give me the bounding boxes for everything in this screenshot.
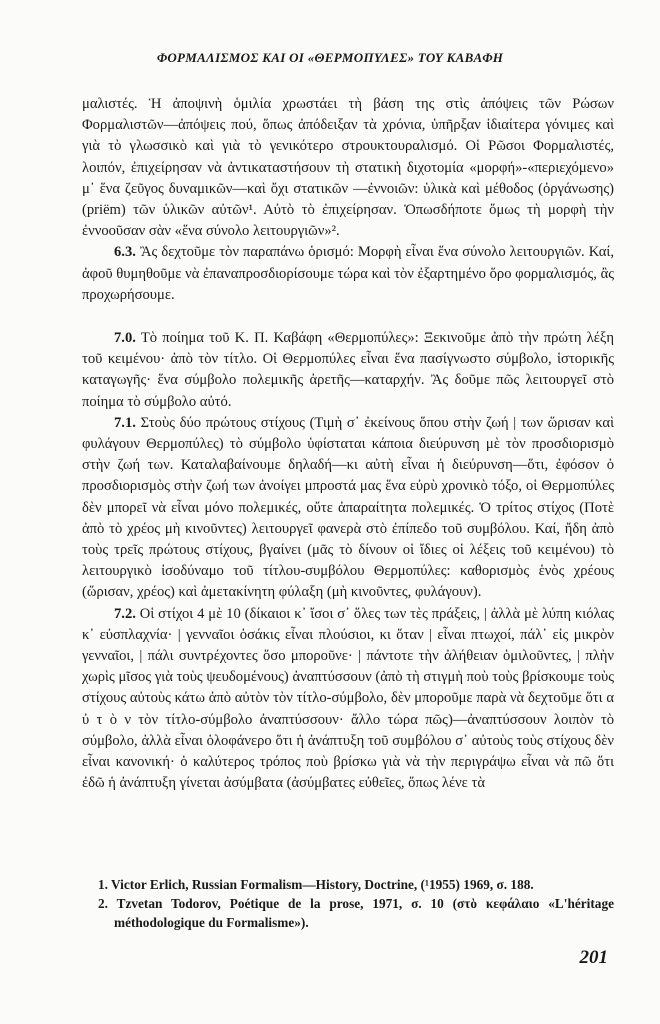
paragraph-text: Στοὺς δύο πρώτους στίχους (Τιμὴ σ᾽ ἐκείνους ὅπου στὴν ζωή | των ὥρισαν καὶ φυλάγουν Θερμοπύλες) τὸ σύμβολο ὑφίσταται κάποια διεύρυνση μὲ τὸν προσδιορισμὸ στὴν ζωή των. Καταλαβαίνουμε δηλαδή—κι αὐτὴ εἶναι ἡ διεύρυνση—ὅτι, ἐφόσον ὁ προσδιορισμὸς στὴν ζωή των ἀνοίγει μπροστά μας ἕνα εὐρὺ χρονικὸ τόξο, οἱ Θερμοπύλες δὲν μπορεῖ νὰ εἶναι μόνο πολεμικές, οὔτε ἀπαραίτητα πολεμικές. Ὁ τρίτος στίχος (Ποτὲ ἀπὸ τὸ χρέος μὴ κινοῦντες) λειτουργεῖ φανερὰ στὸ ἐπίπεδο τοῦ συμβόλου. Καί, ἤδη ἀπὸ τοὺς τρεῖς πρώτους στίχους, βγαίνει (μᾶς τὸ δίνουν οἱ ἴδιες οἱ λέξεις τοῦ κειμένου) τὸ λειτουργικὸ ἰσοδύναμο τοῦ τίτλου-συμβόλου Θερμοπύλες: καθορισμὸς ἑνὸς χρέους (ὥρισαν, χρέος) καὶ ἀμετακίνητη φύλαξη (μὴ κινοῦντες, φυλάγουν). bbox=[82, 414, 614, 601]
section-number: 6.3. bbox=[114, 244, 136, 261]
section-number: 7.0. bbox=[114, 330, 136, 347]
paragraph-7-1 bbox=[82, 413, 614, 604]
paragraph-text: Τὸ ποίημα τοῦ Κ. Π. Καβάφη «Θερμοπύλες»: Ξεκινοῦμε ἀπὸ τὴν πρώτη λέξη τοῦ κειμένου· ἀπὸ τὸν τίτλο. Οἱ Θερμοπύλες εἶναι ἕνα πασίγνωστο σύμβολο, ἱστορικῆς καταγωγῆς· ἕνα σύμβολο πολεμικῆς ἀρετῆς—καταρχήν. Ἂς δοῦμε πῶς λειτουργεῖ στὸ ποίημα τὸ σύμβολο αὐτό. bbox=[82, 330, 615, 410]
paragraph-text: Ἂς δεχτοῦμε τὸν παραπάνω ὁρισμό: Μορφὴ εἶναι ἕνα σύνολο λειτουργιῶν. Καί, ἀφοῦ θυμηθοῦμε νὰ ἐπαναπροσδιορίσουμε τώρα καὶ τὸν ἐξαρτημένο ὅρο φορμαλισμός, ἂς προχωρήσουμε. bbox=[82, 244, 614, 303]
paragraph-7-0 bbox=[82, 328, 614, 413]
section-number: 7.2. bbox=[114, 605, 136, 622]
running-head: ΦΟΡΜΑΛΙΣΜΟΣ ΚΑΙ ΟΙ «ΘΕΡΜΟΠΥΛΕΣ» ΤΟΥ ΚΑΒΑΦΗ bbox=[156, 50, 504, 65]
footnote-2: 2. Tzvetan Todorov, Poétique de la prose, 1971, σ. 10 (στὸ κεφάλαιο «L'héritage méthodologique du Formalisme»). bbox=[98, 896, 614, 930]
paragraph-continuation: μαλιστές. Ἡ ἀποψινὴ ὁμιλία χρωστάει τὴ βάση της στὶς ἀπόψεις τῶν Ρώσων Φορμαλιστῶν—ἀπόψεις πού, ὅπως ἀπόδειξαν τὰ χρόνια, ὑπῆρξαν ἰδιαίτερα γόνιμες καὶ γιὰ τὸ γλωσσικὸ καὶ γιὰ τὸ γενικότερο στρουκτουραλισμό. Οἱ Ρῶσοι Φορμαλιστές, λοιπόν, ἐπιχείρησαν νὰ ἀντικαταστήσουν τὴ στατικὴ διχοτομία «μορφή»-«περιεχόμενο» μ᾽ ἕνα ζεῦγος δυναμικῶν—καὶ ὄχι στατικῶν —ἐννοιῶν: ὑλικὰ καὶ μέθοδος (ὀργάνωσης) (priëm) τῶν ὑλικῶν αὐτῶν¹. Αὐτὸ τὸ ἐπιχείρησαν. Ὁπωσδήποτε ὅμως τὴ μορφὴ τὴν ἐννοοῦσαν σὰν «ἕνα σύνολο λειτουργιῶν»². bbox=[82, 96, 614, 240]
footnotes bbox=[82, 875, 614, 932]
paragraph-7-2 bbox=[82, 604, 614, 795]
footnote-1: 1. Victor Erlich, Russian Formalism—History, Doctrine, (¹1955) 1969, σ. 188. bbox=[98, 877, 534, 892]
page-number: 201 bbox=[579, 947, 608, 968]
section-gap bbox=[82, 306, 614, 328]
paragraph-text: Οἱ στίχοι 4 μὲ 10 (δίκαιοι κ᾽ ἴσοι σ᾽ ὅλες των τὲς πράξεις, | ἀλλὰ μὲ λύπη κιόλας κ᾽ εὐσπλαχνία· | γενναῖοι ὁσάκις εἶναι πλούσιοι, κι ὅταν | εἶναι πτωχοί, πάλ᾽ εἰς μικρὸν γενναῖοι, | πάλι συντρέχοντες ὅσο μποροῦνε· | πάντοτε τὴν ἀλήθειαν ὁμιλοῦντες, | πλὴν χωρὶς μῖσος γιὰ τοὺς ψευδομένους) ἀναπτύσσουν (ἀπὸ τὴ στιγμὴ ποὺ τοὺς βρίσκουμε τοὺς στίχους αὐτοὺς κάτω ἀπὸ αὐτὸν τὸν τίτλο-σύμβολο, δὲν μποροῦμε παρὰ νὰ δεχτοῦμε ὅτι α ὐ τ ὸ ν τὸν τίτλο-σύμβολο ἀναπτύσσουν· ἄλλο τώρα πῶς)—ἀναπτύσσουν λοιπὸν τὸ σύμβολο, ἀλλὰ εἶναι ὁλοφάνερο ὅτι ἡ ἀνάπτυξη τοῦ συμβόλου σ᾽ αὐτοὺς τοὺς στίχους δὲν εἶναι κανονική· ὁ καλύτερος τρόπος ποὺ βρίσκω γιὰ νὰ τὴν περιγράψω εἶναι νὰ πῶ ὅτι ἐδῶ ἡ ἀνάπτυξη γίνεται ἀσύμβατα (ἀσύμβατες εὐθεῖες, ὅπως λένε τὰ bbox=[82, 605, 614, 792]
paragraph-6-3 bbox=[82, 242, 614, 306]
section-number: 7.1. bbox=[114, 414, 136, 431]
main-text bbox=[82, 94, 614, 795]
